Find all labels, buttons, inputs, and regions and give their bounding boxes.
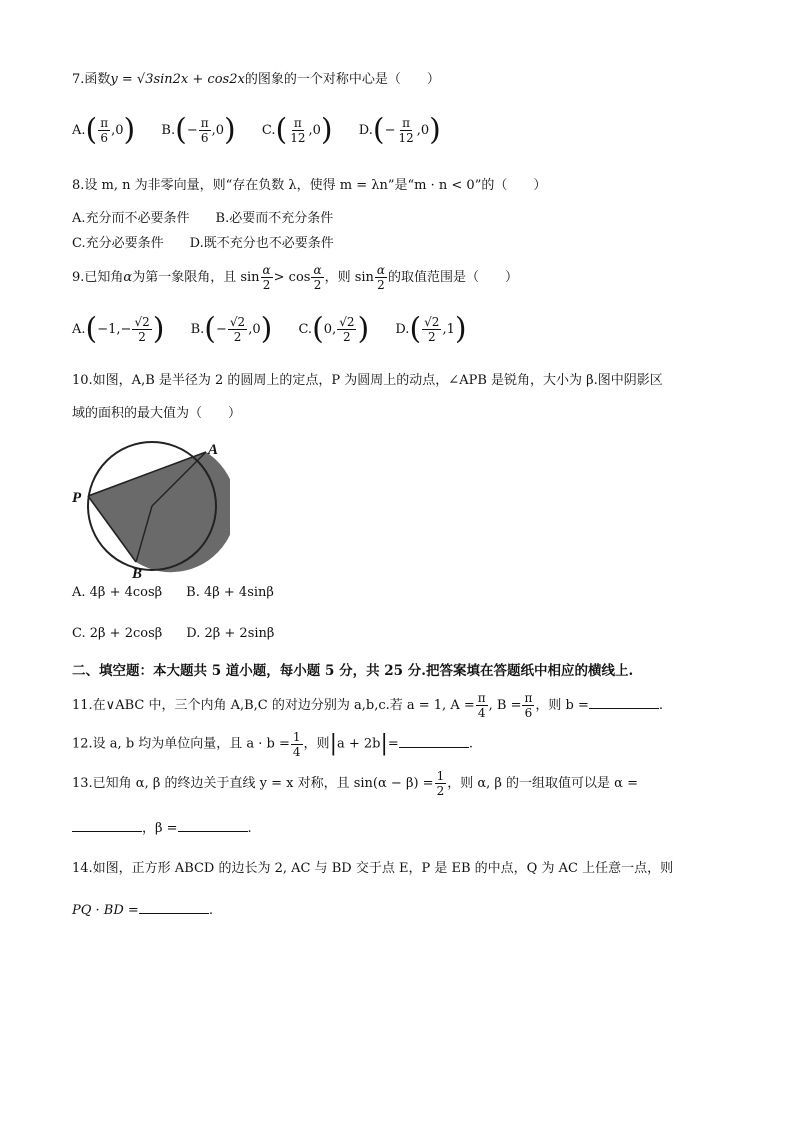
- frac-den: 12: [398, 131, 414, 145]
- q9-options: [72, 310, 489, 350]
- option-tail: ,0: [416, 123, 430, 138]
- option-left: −1,−: [97, 322, 132, 337]
- q13-line2: [72, 817, 252, 839]
- q8-option-d: D.既不充分也不必要条件: [189, 236, 334, 251]
- frac-den: 4: [292, 744, 301, 759]
- option-tail: ,0: [211, 123, 225, 138]
- option-label: B.: [190, 322, 205, 337]
- frac-den: 2: [436, 784, 445, 798]
- label-a: A: [208, 442, 219, 458]
- q7-option-a: A.( $\frac{\pi}{6}$ ,0): [72, 112, 136, 148]
- frac-num: √2: [339, 315, 355, 329]
- frac-num: α: [376, 263, 386, 277]
- q8-options-row2: [72, 234, 356, 254]
- q10-stem-line1: 10.如图，A,B 是半径为 2 的圆周上的定点，P 为圆周上的动点，∠APB 是锐角，大小为 β.图中阴影区: [72, 373, 663, 388]
- q10-options-row2: [72, 624, 296, 644]
- q7-suffix: 的图象的一个对称中心是（ ）: [244, 72, 440, 87]
- q7-option-d: D.(− $\frac{\pi}{12}$ ,0): [358, 112, 441, 148]
- frac-den: 2: [262, 278, 271, 292]
- q12-stem: 12.设 a, b 均为单位向量，且 a · b = $\frac{1}{4}$ ，则|a + 2b|= .: [72, 729, 473, 759]
- option-label: C.: [298, 322, 313, 337]
- q12-prefix: 12.设 a, b 均为单位向量，且 a · b =: [72, 736, 290, 752]
- q14-end: .: [208, 903, 213, 918]
- option-label: D.: [358, 123, 373, 138]
- option-label: C.: [261, 123, 276, 138]
- q8-option-b: B.必要而不充分条件: [215, 211, 334, 226]
- frac-num: √2: [229, 315, 246, 329]
- frac-num: π: [293, 116, 302, 130]
- frac-num: π: [100, 116, 109, 130]
- q8-option-a: A.充分而不必要条件: [72, 211, 190, 226]
- q9-mid2: ，则 sin: [324, 270, 374, 285]
- frac-num: π: [524, 691, 533, 705]
- q14-answer-blank[interactable]: [139, 899, 209, 914]
- option-right: ,0: [248, 322, 261, 337]
- section-2-heading: 二、填空题：本大题共 5 道小题，每小题 5 分，共 25 分.把答案填在答题纸中相应的横线上.: [72, 663, 634, 679]
- q7-option-b: B.(− $\frac{\pi}{6}$ ,0): [161, 112, 236, 148]
- frac-num: α: [313, 263, 322, 277]
- q13-suffix: ，则 α, β 的一组取值可以是 α =: [447, 776, 638, 791]
- q12-end: .: [468, 736, 473, 752]
- option-left: 0,: [323, 322, 337, 337]
- q11-end: .: [658, 698, 663, 713]
- q7-options: [72, 114, 463, 148]
- q13-stem: [72, 768, 638, 800]
- q11-stem: [72, 690, 663, 722]
- q13-alpha-blank[interactable]: [72, 817, 142, 832]
- frac-num: 1: [436, 769, 445, 783]
- option-tail: ,0: [308, 123, 321, 138]
- q9-stem: [72, 262, 518, 294]
- frac-num: π: [402, 116, 411, 130]
- q10-option-d: D. 2β + 2sinβ: [186, 626, 275, 641]
- q10-option-c: C. 2β + 2cosβ: [72, 626, 163, 641]
- label-p: P: [72, 490, 82, 506]
- q9-option-c: C.(0, $\frac{√2}{2}$ ): [298, 311, 370, 347]
- q13-prefix: 13.已知角 α, β 的终边关于直线 y = x 对称，且 sin(α − β) =: [72, 776, 434, 791]
- option-label: B.: [161, 123, 176, 138]
- frac-den: 2: [343, 330, 351, 344]
- q10-circle-diagram: [70, 432, 230, 582]
- option-sign: −: [384, 123, 396, 138]
- q10-options-row1: [72, 583, 296, 603]
- q8-stem: 8.设 m, n 为非零向量，则“存在负数 λ，使得 m = λn”是“m · n < 0”的（ ）: [72, 178, 547, 193]
- q7-option-c: C.( $\frac{\pi}{12}$ ,0): [261, 112, 333, 148]
- q10-figure: [70, 432, 230, 582]
- option-tail: ,0: [111, 123, 124, 138]
- q10-stem-line2: 域的面积的最大值为（ ）: [72, 406, 242, 421]
- option-right: ,1: [442, 322, 455, 337]
- q9-alpha: α: [123, 270, 133, 285]
- q13-end: .: [247, 821, 252, 836]
- frac-num: α: [262, 263, 271, 277]
- q8-options-row1: [72, 209, 355, 229]
- q11-prefix: 11.在∨ABC 中，三个内角 A,B,C 的对边分别为 a,b,c.若 a = 1, A =: [72, 698, 475, 713]
- q12-expr: a + 2b: [336, 736, 381, 752]
- q11-answer-blank[interactable]: [589, 694, 659, 709]
- frac-den: 2: [233, 330, 242, 344]
- q8-option-c: C.充分必要条件: [72, 236, 164, 251]
- q12-eq: =: [387, 736, 399, 752]
- frac-den: 4: [477, 706, 486, 720]
- option-label: D.: [395, 322, 410, 337]
- q7-stem: [72, 70, 440, 90]
- frac-num: 1: [292, 729, 301, 744]
- frac-den: 2: [427, 330, 436, 344]
- frac-num: √2: [134, 315, 150, 329]
- q9-suffix: 的取值范围是（ ）: [388, 270, 519, 285]
- q9-gt: > cos: [273, 270, 311, 285]
- q11-mid: , B =: [488, 698, 522, 713]
- q9-mid1: 为第一象限角，且 sin: [132, 270, 260, 285]
- frac-den: 6: [100, 131, 109, 145]
- frac-num: π: [200, 116, 209, 130]
- q14-expr: PQ · BD =: [72, 903, 139, 918]
- frac-den: 2: [313, 278, 322, 292]
- q12-answer-blank[interactable]: [399, 733, 469, 748]
- label-b: B: [132, 566, 143, 582]
- q13-line2-mid: ，β =: [142, 821, 178, 836]
- frac-den: 2: [377, 278, 385, 292]
- q10-option-a: A. 4β + 4cosβ: [72, 585, 163, 600]
- frac-num: π: [477, 691, 486, 705]
- q12-mid: ，则: [303, 736, 330, 752]
- q9-prefix: 9.已知角: [72, 270, 124, 285]
- q9-option-b: B.(− $\frac{√2}{2}$ ,0): [190, 311, 273, 347]
- q9-option-d: D.( $\frac{√2}{2}$ ,1): [395, 311, 467, 347]
- q7-func: y = √3sin2x + cos2x: [110, 72, 245, 87]
- q7-prefix: 7.函数: [72, 72, 111, 87]
- frac-den: 6: [200, 131, 209, 145]
- option-label: A.: [72, 123, 86, 138]
- frac-den: 6: [524, 706, 533, 720]
- q13-beta-blank[interactable]: [178, 817, 248, 832]
- q11-suffix: ，则 b =: [535, 698, 589, 713]
- option-label: A.: [72, 322, 86, 337]
- q14-stem-line1: 14.如图，正方形 ABCD 的边长为 2, AC 与 BD 交于点 E，P 是 EB 的中点，Q 为 AC 上任意一点，则: [72, 861, 674, 876]
- frac-den: 12: [290, 131, 306, 145]
- q10-option-b: B. 4β + 4sinβ: [186, 585, 274, 600]
- frac-den: 2: [138, 330, 146, 344]
- option-left: −: [216, 322, 227, 337]
- frac-num: √2: [424, 315, 440, 329]
- q9-option-a: A.(−1,− $\frac{√2}{2}$ ): [72, 311, 165, 347]
- option-sign: −: [186, 123, 198, 138]
- q14-stem-line2: [72, 899, 213, 921]
